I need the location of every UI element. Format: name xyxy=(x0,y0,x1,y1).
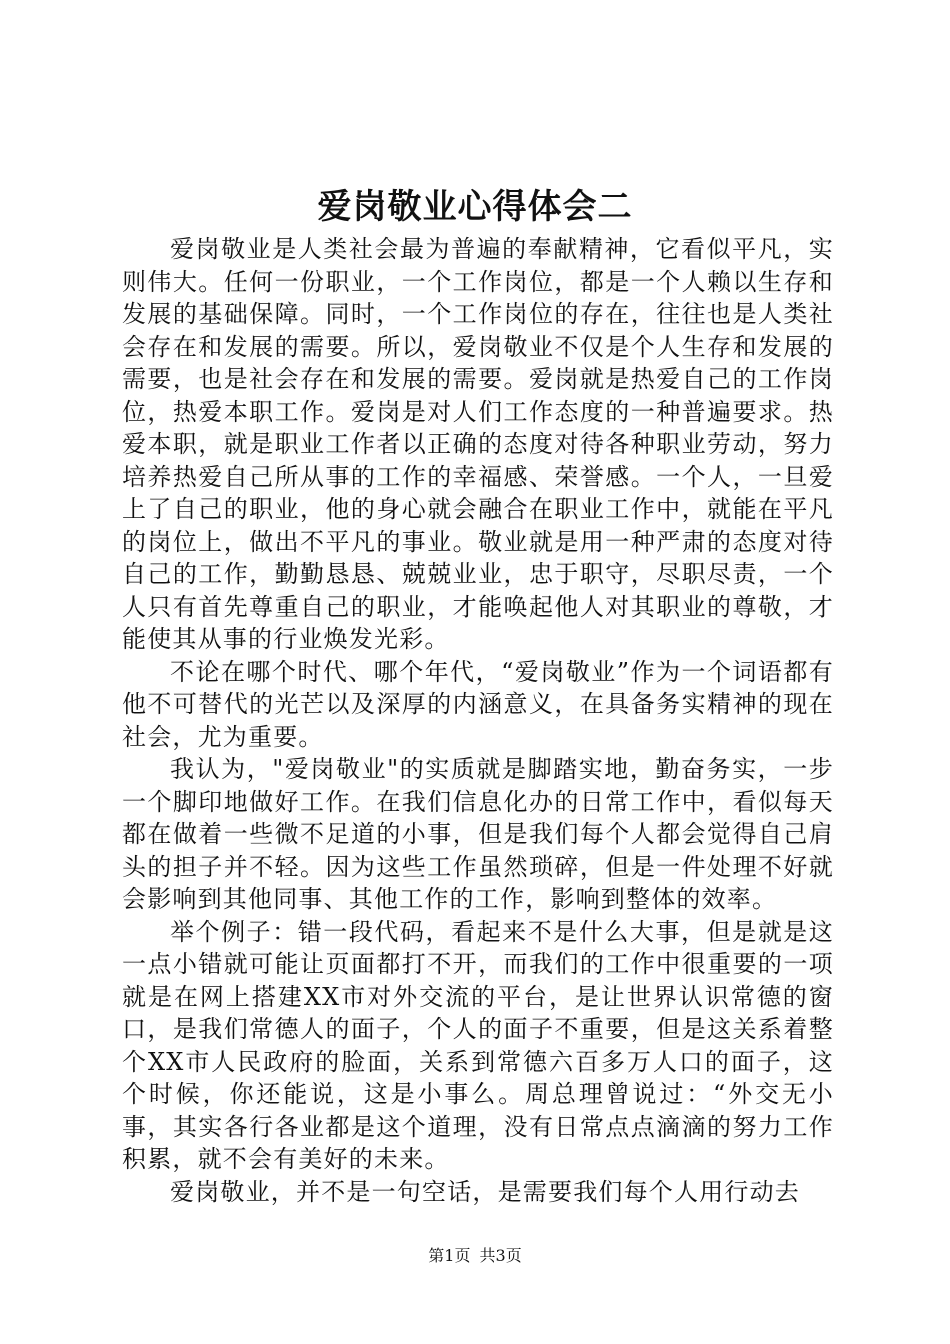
page-total: 共3页 xyxy=(479,1246,522,1265)
paragraph-2: 不论在哪个时代、哪个年代，“爱岗敬业”作为一个词语都有他不可替代的光芒以及深厚的内涵意义，在具备务实精神的现在社会，尤为重要。 xyxy=(122,657,834,751)
document-title: 爱岗敬业心得体会二 xyxy=(317,187,633,227)
paragraph-5: 爱岗敬业，并不是一句空话，是需要我们每个人用行动去 xyxy=(170,1177,800,1206)
paragraph-3: 我认为，"爱岗敬业"的实质就是脚踏实地，勤奋务实，一步一个脚印地做好工作。在我们信息化办的日常工作中，看似每天都在做着一些微不足道的小事，但是我们每个人都会觉得自己肩头的担子并不轻。因为这些工作虽然琐碎，但是一件处理不好就会影响到其他同事、其他工作的工作，影响到整体的效率。 xyxy=(122,755,834,913)
page-footer xyxy=(0,1244,950,1268)
paragraph-4: 举个例子：错一段代码，看起来不是什么大事，但是就是这一点小错就可能让页面都打不开，而我们的工作中很重要的一项就是在网上搭建XX市对外交流的平台，是让世界认识常德的窗口，是我们常德人的面子，个人的面子不重要，但是这关系着整个XX市人民政府的脸面，关系到常德六百多万人口的面子，这个时候，你还能说，这是小事么。周总理曾说过：“外交无小事，其实各行各业都是这个道理，没有日常点点滴滴的努力工作积累，就不会有美好的未来。 xyxy=(122,917,834,1173)
page-number: 第1页 xyxy=(428,1246,471,1265)
document-body xyxy=(122,233,834,1208)
paragraph-1: 爱岗敬业是人类社会最为普遍的奉献精神，它看似平凡，实则伟大。任何一份职业，一个工作岗位，都是一个人赖以生存和发展的基础保障。同时，一个工作岗位的存在，往往也是人类社会存在和发展的需要。所以，爱岗敬业不仅是个人生存和发展的需要，也是社会存在和发展的需要。爱岗就是热爱自己的工作岗位，热爱本职工作。爱岗是对人们工作态度的一种普遍要求。热爱本职，就是职业工作者以正确的态度对待各种职业劳动，努力培养热爱自己所从事的工作的幸福感、荣誉感。一个人，一旦爱上了自己的职业，他的身心就会融合在职业工作中，就能在平凡的岗位上，做出不平凡的事业。敬业就是用一种严肃的态度对待自己的工作，勤勤恳恳、兢兢业业，忠于职守，尽职尽责，一个人只有首先尊重自己的职业，才能唤起他人对其职业的尊敬，才能使其从事的行业焕发光彩。 xyxy=(122,235,834,653)
